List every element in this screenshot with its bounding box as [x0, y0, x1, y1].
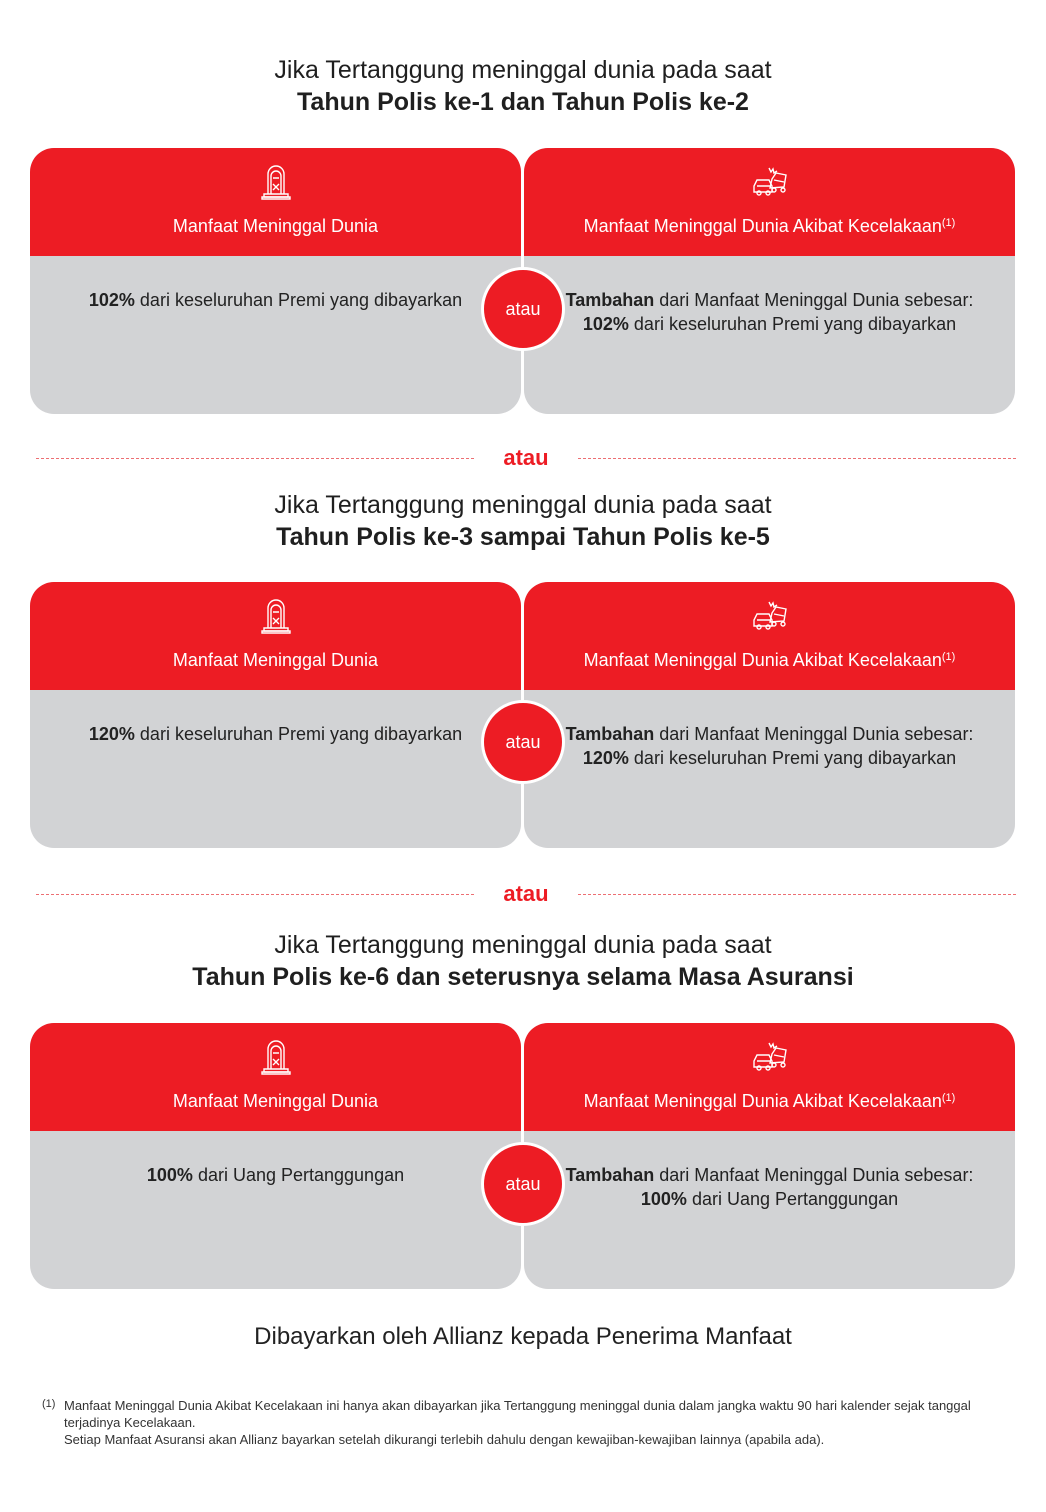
card-title-text: Manfaat Meninggal Dunia Akibat Kecelakaan — [583, 650, 942, 670]
card-body — [30, 256, 521, 312]
section-1-accident-benefit-card — [524, 148, 1015, 414]
card-body — [30, 1131, 521, 1187]
section-2-heading-line1: Jika Tertanggung meninggal dunia pada saat — [274, 491, 772, 519]
footnote-ref: (1) — [941, 217, 956, 229]
dashed-line — [36, 458, 474, 459]
or-text: atau — [503, 881, 549, 906]
section-3-heading-line2: Tahun Polis ke-6 dan seterusnya selama Masa Asuransi — [192, 963, 854, 991]
footnote-marker: (1) — [42, 1398, 56, 1410]
section-2-heading — [0, 489, 1046, 553]
or-separator — [36, 446, 1016, 470]
card-body — [524, 690, 1015, 770]
section-3-heading — [0, 929, 1046, 993]
section-3-accident-benefit-card — [524, 1023, 1015, 1289]
or-text: atau — [503, 445, 549, 470]
card-body — [30, 690, 521, 746]
paid-by-statement: Dibayarkan oleh Allianz kepada Penerima Manfaat — [254, 1323, 792, 1350]
section-2-accident-benefit-card — [524, 582, 1015, 848]
footnote-line-2: Setiap Manfaat Asuransi akan Allianz bayarkan setelah dikurangi terlebih dahulu dengan kewajiban-kewajiban lainnya (apabila ada). — [64, 1432, 825, 1447]
card-header — [524, 582, 1015, 690]
benefit-description: dari keseluruhan Premi yang dibayarkan — [134, 724, 463, 744]
benefit-description-end: dari keseluruhan Premi yang dibayarkan — [628, 314, 957, 334]
benefit-description: dari keseluruhan Premi yang dibayarkan — [134, 290, 463, 310]
car-crash-icon — [750, 162, 790, 202]
card-title: Manfaat Meninggal Dunia — [172, 1091, 379, 1111]
card-header — [30, 1023, 521, 1131]
dashed-line — [578, 894, 1016, 895]
or-separator — [36, 882, 1016, 906]
tombstone-icon — [256, 1037, 296, 1077]
section-3-heading-line1: Jika Tertanggung meninggal dunia pada saat — [274, 931, 772, 959]
car-crash-icon — [750, 596, 790, 636]
card-header — [30, 148, 521, 256]
section-1-heading — [0, 54, 1046, 118]
footnote — [42, 1397, 1012, 1448]
card-title: Manfaat Meninggal Dunia — [172, 650, 379, 670]
footnote-ref: (1) — [941, 651, 956, 663]
benefit-extra-label: Tambahan — [565, 1165, 655, 1185]
tombstone-icon — [256, 596, 296, 636]
benefit-percentage: 102% — [582, 314, 629, 334]
car-crash-icon — [750, 1037, 790, 1077]
section-1-death-benefit-card — [30, 148, 521, 414]
card-header — [524, 148, 1015, 256]
or-badge: atau — [481, 1142, 565, 1226]
footnote-ref: (1) — [941, 1092, 956, 1104]
footnote-line-1: Manfaat Meninggal Dunia Akibat Kecelakaan ini hanya akan dibayarkan jika Tertanggung meninggal dunia dalam jangka waktu 90 hari kalender sejak tanggal terjadinya Kecelakaan. — [64, 1398, 971, 1430]
benefit-percentage: 102% — [88, 290, 135, 310]
tombstone-icon — [256, 162, 296, 202]
dashed-line — [36, 894, 474, 895]
card-title — [524, 216, 1015, 237]
benefit-percentage: 120% — [582, 748, 629, 768]
card-header — [524, 1023, 1015, 1131]
card-body — [524, 256, 1015, 336]
card-header — [30, 582, 521, 690]
or-badge: atau — [481, 267, 565, 351]
benefit-extra-label: Tambahan — [565, 290, 655, 310]
card-title — [524, 650, 1015, 671]
card-title-text: Manfaat Meninggal Dunia Akibat Kecelakaan — [583, 216, 942, 236]
benefit-description-end: dari keseluruhan Premi yang dibayarkan — [628, 748, 957, 768]
benefit-description-end: dari Uang Pertanggungan — [686, 1189, 899, 1209]
card-title-text: Manfaat Meninggal Dunia Akibat Kecelakaan — [583, 1091, 942, 1111]
benefit-description: dari Manfaat Meninggal Dunia sebesar: — [654, 1165, 974, 1185]
benefit-percentage: 100% — [640, 1189, 687, 1209]
section-3-death-benefit-card — [30, 1023, 521, 1289]
section-2-heading-line2: Tahun Polis ke-3 sampai Tahun Polis ke-5 — [276, 523, 770, 551]
or-badge: atau — [481, 700, 565, 784]
card-title — [524, 1091, 1015, 1112]
benefit-description: dari Manfaat Meninggal Dunia sebesar: — [654, 724, 974, 744]
benefit-description: dari Manfaat Meninggal Dunia sebesar: — [654, 290, 974, 310]
benefit-percentage: 120% — [88, 724, 135, 744]
section-1-heading-line1: Jika Tertanggung meninggal dunia pada saat — [274, 56, 772, 84]
section-2-death-benefit-card — [30, 582, 521, 848]
footnote-text — [64, 1397, 1012, 1448]
card-body — [524, 1131, 1015, 1211]
benefit-percentage: 100% — [146, 1165, 193, 1185]
benefit-extra-label: Tambahan — [565, 724, 655, 744]
card-title: Manfaat Meninggal Dunia — [172, 216, 379, 236]
benefit-description: dari Uang Pertanggungan — [192, 1165, 405, 1185]
section-1-heading-line2: Tahun Polis ke-1 dan Tahun Polis ke-2 — [297, 88, 749, 116]
dashed-line — [578, 458, 1016, 459]
